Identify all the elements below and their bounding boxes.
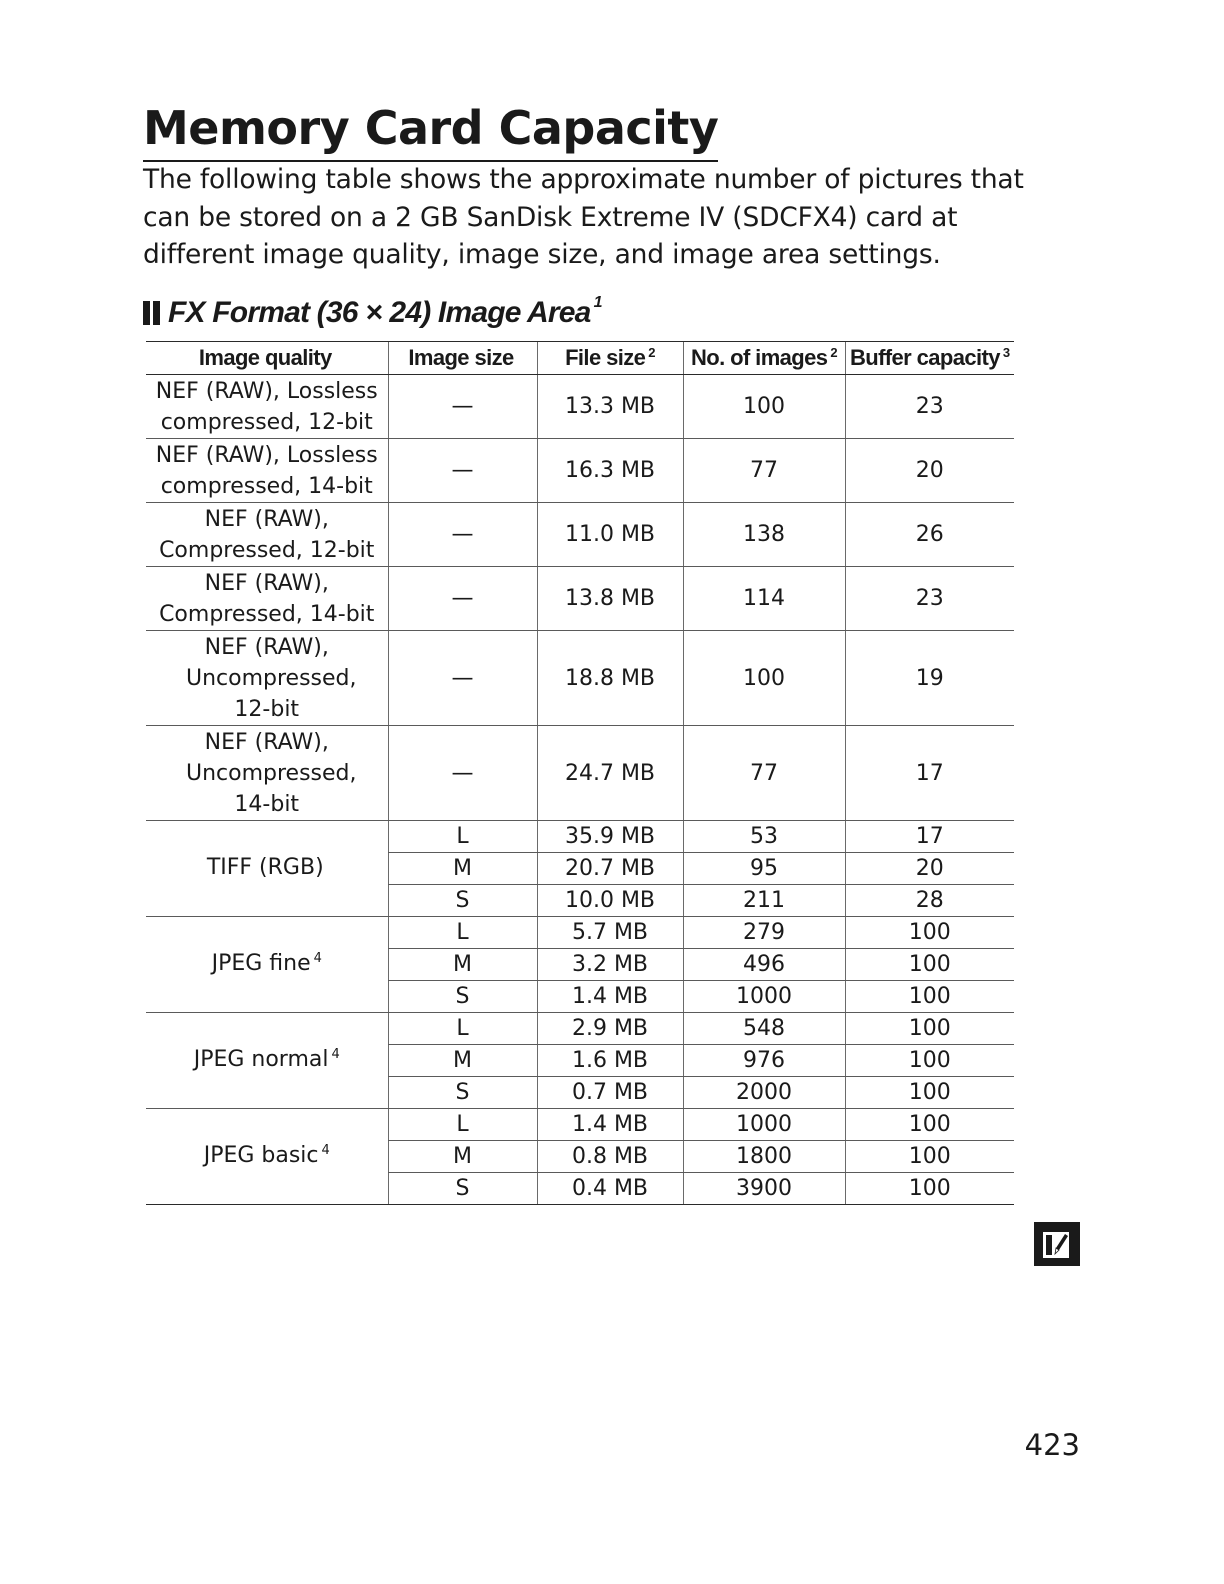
image-quality-cell: JPEG basic $^4$ — [146, 1109, 388, 1205]
header-image-quality: Image quality — [146, 342, 388, 375]
image-quality-cell: NEF (RAW), Compressed, 14-bit — [146, 567, 388, 631]
image-size-cell: S — [388, 1173, 537, 1205]
header-no-of-images: No. of images $^2$ — [683, 342, 845, 375]
file-size-cell: 11.0 MB — [537, 503, 683, 567]
buffer-capacity-cell: 17 — [845, 726, 1014, 821]
file-size-cell: 1.6 MB — [537, 1045, 683, 1077]
file-size-cell: 20.7 MB — [537, 853, 683, 885]
file-size-cell: 1.4 MB — [537, 1109, 683, 1141]
no-of-images-cell: 1000 — [683, 1109, 845, 1141]
buffer-capacity-cell: 23 — [845, 567, 1014, 631]
no-of-images-cell: 211 — [683, 885, 845, 917]
image-size-cell: M — [388, 1045, 537, 1077]
buffer-capacity-cell: 19 — [845, 631, 1014, 726]
no-of-images-cell: 1800 — [683, 1141, 845, 1173]
section-marker-icon — [143, 301, 160, 325]
header-buffer-capacity: Buffer capacity $^3$ — [845, 342, 1014, 375]
file-size-cell: 0.7 MB — [537, 1077, 683, 1109]
table-row — [146, 1013, 1014, 1045]
capacity-table — [146, 341, 1014, 1205]
section-title: FX Format (36 × 24) Image Area — [168, 296, 591, 329]
file-size-cell: 16.3 MB — [537, 439, 683, 503]
file-size-cell: 3.2 MB — [537, 949, 683, 981]
buffer-capacity-cell: 26 — [845, 503, 1014, 567]
image-size-cell: — — [388, 567, 537, 631]
table-row — [146, 631, 1014, 726]
image-size-cell: M — [388, 1141, 537, 1173]
file-size-cell: 2.9 MB — [537, 1013, 683, 1045]
table-row — [146, 917, 1014, 949]
table-row — [146, 439, 1014, 503]
file-size-cell: 10.0 MB — [537, 885, 683, 917]
no-of-images-cell: 3900 — [683, 1173, 845, 1205]
buffer-capacity-cell: 20 — [845, 853, 1014, 885]
no-of-images-cell: 77 — [683, 726, 845, 821]
no-of-images-cell: 496 — [683, 949, 845, 981]
no-of-images-cell: 95 — [683, 853, 845, 885]
image-size-cell: L — [388, 917, 537, 949]
image-quality-cell: NEF (RAW), Compressed, 12-bit — [146, 503, 388, 567]
table-row — [146, 375, 1014, 439]
image-size-cell: M — [388, 949, 537, 981]
file-size-cell: 13.8 MB — [537, 567, 683, 631]
image-quality-cell: NEF (RAW), Uncompressed, 12-bit — [146, 631, 388, 726]
file-size-cell: 24.7 MB — [537, 726, 683, 821]
intro-paragraph: The following table shows the approximate number of pictures that can be stored on a 2 GB SanDisk Extreme IV (SDCFX4) card at different image quality, image size, and image area settings. — [143, 164, 1024, 270]
file-size-cell: 0.8 MB — [537, 1141, 683, 1173]
no-of-images-cell: 100 — [683, 375, 845, 439]
no-of-images-cell: 53 — [683, 821, 845, 853]
image-size-cell: S — [388, 885, 537, 917]
image-quality-cell: NEF (RAW), Uncompressed, 14-bit — [146, 726, 388, 821]
image-size-cell: — — [388, 726, 537, 821]
table-header-row — [146, 342, 1014, 375]
image-size-cell: L — [388, 821, 537, 853]
table-row — [146, 503, 1014, 567]
file-size-cell: 13.3 MB — [537, 375, 683, 439]
buffer-capacity-cell: 100 — [845, 1045, 1014, 1077]
image-size-cell: — — [388, 631, 537, 726]
image-size-cell: — — [388, 439, 537, 503]
no-of-images-cell: 100 — [683, 631, 845, 726]
buffer-capacity-cell: 17 — [845, 821, 1014, 853]
buffer-capacity-cell: 100 — [845, 1173, 1014, 1205]
buffer-capacity-cell: 28 — [845, 885, 1014, 917]
no-of-images-cell: 1000 — [683, 981, 845, 1013]
image-size-cell: — — [388, 375, 537, 439]
table-row — [146, 1109, 1014, 1141]
page-number: 423 — [1024, 1428, 1080, 1462]
buffer-capacity-cell: 20 — [845, 439, 1014, 503]
image-quality-cell: TIFF (RGB) — [146, 821, 388, 917]
buffer-capacity-cell: 100 — [845, 949, 1014, 981]
image-quality-cell: NEF (RAW), Lossless compressed, 14-bit — [146, 439, 388, 503]
no-of-images-cell: 548 — [683, 1013, 845, 1045]
image-size-cell: M — [388, 853, 537, 885]
no-of-images-cell: 77 — [683, 439, 845, 503]
page-title: Memory Card Capacity — [143, 98, 718, 162]
file-size-cell: 1.4 MB — [537, 981, 683, 1013]
file-size-cell: 18.8 MB — [537, 631, 683, 726]
no-of-images-cell: 976 — [683, 1045, 845, 1077]
no-of-images-cell: 279 — [683, 917, 845, 949]
header-file-size: File size $^2$ — [537, 342, 683, 375]
buffer-capacity-cell: 100 — [845, 1109, 1014, 1141]
image-size-cell: L — [388, 1013, 537, 1045]
image-quality-cell: JPEG fine $^4$ — [146, 917, 388, 1013]
image-quality-cell: NEF (RAW), Lossless compressed, 12-bit — [146, 375, 388, 439]
image-size-cell: S — [388, 1077, 537, 1109]
no-of-images-cell: 138 — [683, 503, 845, 567]
table-row — [146, 821, 1014, 853]
buffer-capacity-cell: 100 — [845, 917, 1014, 949]
buffer-capacity-cell: 100 — [845, 1013, 1014, 1045]
buffer-capacity-cell: 100 — [845, 1141, 1014, 1173]
image-quality-cell: JPEG normal $^4$ — [146, 1013, 388, 1109]
file-size-cell: 35.9 MB — [537, 821, 683, 853]
image-size-cell: — — [388, 503, 537, 567]
table-row — [146, 567, 1014, 631]
image-size-cell: S — [388, 981, 537, 1013]
buffer-capacity-cell: 23 — [845, 375, 1014, 439]
section-heading — [143, 292, 602, 334]
no-of-images-cell: 2000 — [683, 1077, 845, 1109]
pencil-tab-icon — [1034, 1222, 1080, 1266]
header-image-size: Image size — [388, 342, 537, 375]
section-footnote-ref: 1 — [593, 294, 602, 311]
buffer-capacity-cell: 100 — [845, 1077, 1014, 1109]
file-size-cell: 0.4 MB — [537, 1173, 683, 1205]
file-size-cell: 5.7 MB — [537, 917, 683, 949]
buffer-capacity-cell: 100 — [845, 981, 1014, 1013]
table-row — [146, 726, 1014, 821]
no-of-images-cell: 114 — [683, 567, 845, 631]
image-size-cell: L — [388, 1109, 537, 1141]
